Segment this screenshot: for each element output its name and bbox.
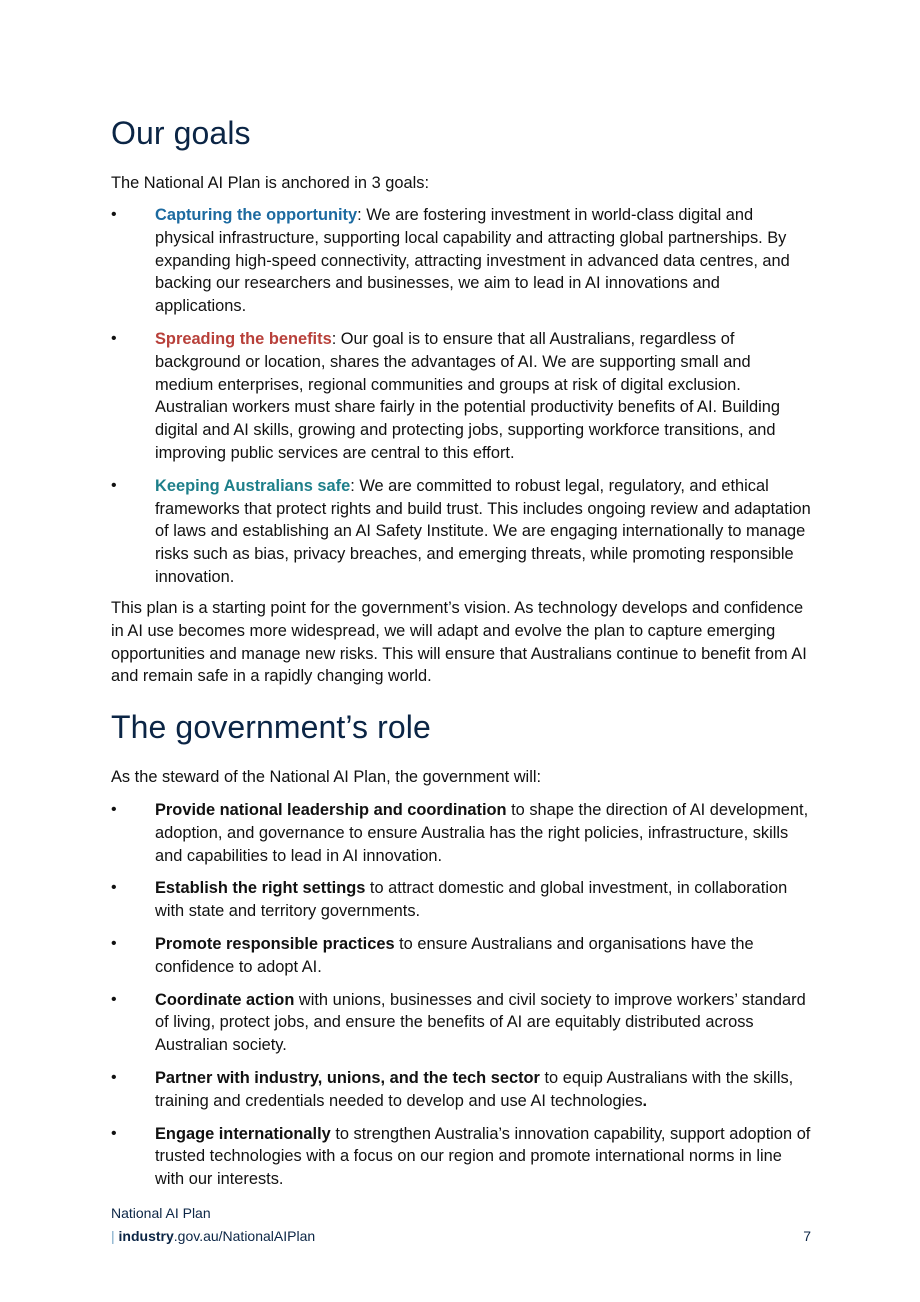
bullet-icon: •: [111, 990, 117, 1008]
role-text-international: to strengthen Australia’s innovation capability, support adoption of trusted technologies with a focus on our region and promote international norms in line with our interests.: [155, 1124, 811, 1189]
footer-link[interactable]: [119, 1228, 316, 1244]
goal-lead-capturing: Capturing the opportunity: [155, 206, 358, 224]
role-text-leadership: to shape the direction of AI development, adoption, and governance to ensure Australia has the right policies, infrastructure, skills and capabilities to lead in AI innovation.: [155, 801, 809, 865]
role-list: [111, 799, 811, 1201]
role-trailing-period: .: [642, 1091, 648, 1110]
section-heading-our-goals: Our goals: [111, 115, 251, 151]
footer-url-domain: industry: [118, 1228, 174, 1244]
footer-title: National AI Plan: [111, 1205, 211, 1221]
role-item-responsible: [111, 933, 811, 979]
role-text-partner: to equip Australians with the skills, training and credentials needed to develop and use AI technologies: [155, 1068, 794, 1110]
bullet-icon: •: [111, 879, 117, 897]
role-lead-international: Engage internationally: [155, 1124, 331, 1143]
page-number: 7: [803, 1228, 811, 1244]
section-heading-government-role: The government’s role: [111, 709, 431, 745]
role-text-settings: to attract domestic and global investment, in collaboration with state and territory governments.: [155, 879, 788, 921]
goal-lead-spreading: Spreading the benefits: [155, 329, 332, 348]
goal-text-capturing: : We are fostering investment in world-class digital and physical infrastructure, supporting local capability and attracting global partnerships. By expanding high-speed connectivity, attracting investment in advanced data centres, and backing our researchers and businesses, we aim to lead in AI innovations and applications.: [155, 206, 790, 316]
goal-text-keeping-safe: : We are committed to robust legal, regulatory, and ethical frameworks that protect rights and build trust. This includes ongoing review and adaptation of laws and establishing an AI Safety Institute. We are engaging internationally to manage risks such as bias, privacy breaches, and emerging threats, while promoting responsible innovation.: [155, 476, 811, 586]
role-text-coordinate: with unions, businesses and civil society to improve workers’ standard of living, protect jobs, and ensure the benefits of AI are equitably distributed across Australian society.: [155, 990, 806, 1055]
goal-item-capturing: [111, 204, 811, 318]
goals-list: [111, 204, 811, 599]
role-text-responsible: to ensure Australians and organisations have the confidence to adopt AI.: [155, 934, 754, 976]
goals-closing-paragraph: This plan is a starting point for the government’s vision. As technology develops and confidence in AI use becomes more widespread, we will adapt and evolve the plan to capture emerging opportunities and manage new risks. This will ensure that Australians continue to benefit from AI and remain safe in a rapidly changing world.: [111, 599, 807, 686]
role-item-leadership: [111, 799, 811, 867]
role-item-international: [111, 1123, 811, 1191]
role-item-settings: [111, 877, 811, 923]
role-lead-settings: Establish the right settings: [155, 879, 366, 898]
bullet-icon: •: [111, 1124, 117, 1142]
goal-item-spreading: [111, 328, 811, 465]
role-item-partner: [111, 1067, 811, 1113]
role-lead-partner: Partner with industry, unions, and the tech sector: [155, 1068, 540, 1087]
role-intro: As the steward of the National AI Plan, the government will:: [111, 768, 542, 786]
bullet-icon: •: [111, 801, 117, 818]
bullet-icon: •: [111, 329, 117, 347]
goals-intro: The National AI Plan is anchored in 3 goals:: [111, 174, 429, 192]
bullet-icon: •: [111, 206, 117, 223]
bullet-icon: •: [111, 476, 117, 494]
role-lead-coordinate: Coordinate action: [155, 990, 295, 1009]
goal-text-spreading: : Our goal is to ensure that all Australians, regardless of background or location, shares the advantages of AI. We are supporting small and medium enterprises, regional communities and groups at risk of digital exclusion. Australian workers must share fairly in the potential productivity benefits of AI. Building digital and AI skills, growing and protecting jobs, supporting workforce transitions, and improving public services are central to this effort.: [155, 329, 780, 462]
footer-url-line: [111, 1228, 811, 1244]
footer-separator: |: [111, 1228, 115, 1244]
bullet-icon: •: [111, 934, 117, 952]
footer-url-path: .gov.au/NationalAIPlan: [173, 1228, 316, 1244]
role-lead-responsible: Promote responsible practices: [155, 934, 395, 953]
goal-lead-keeping-safe: Keeping Australians safe: [155, 476, 351, 495]
bullet-icon: •: [111, 1068, 117, 1086]
goal-item-keeping-safe: [111, 475, 811, 589]
role-lead-leadership: Provide national leadership and coordination: [155, 801, 507, 819]
role-item-coordinate: [111, 989, 811, 1057]
